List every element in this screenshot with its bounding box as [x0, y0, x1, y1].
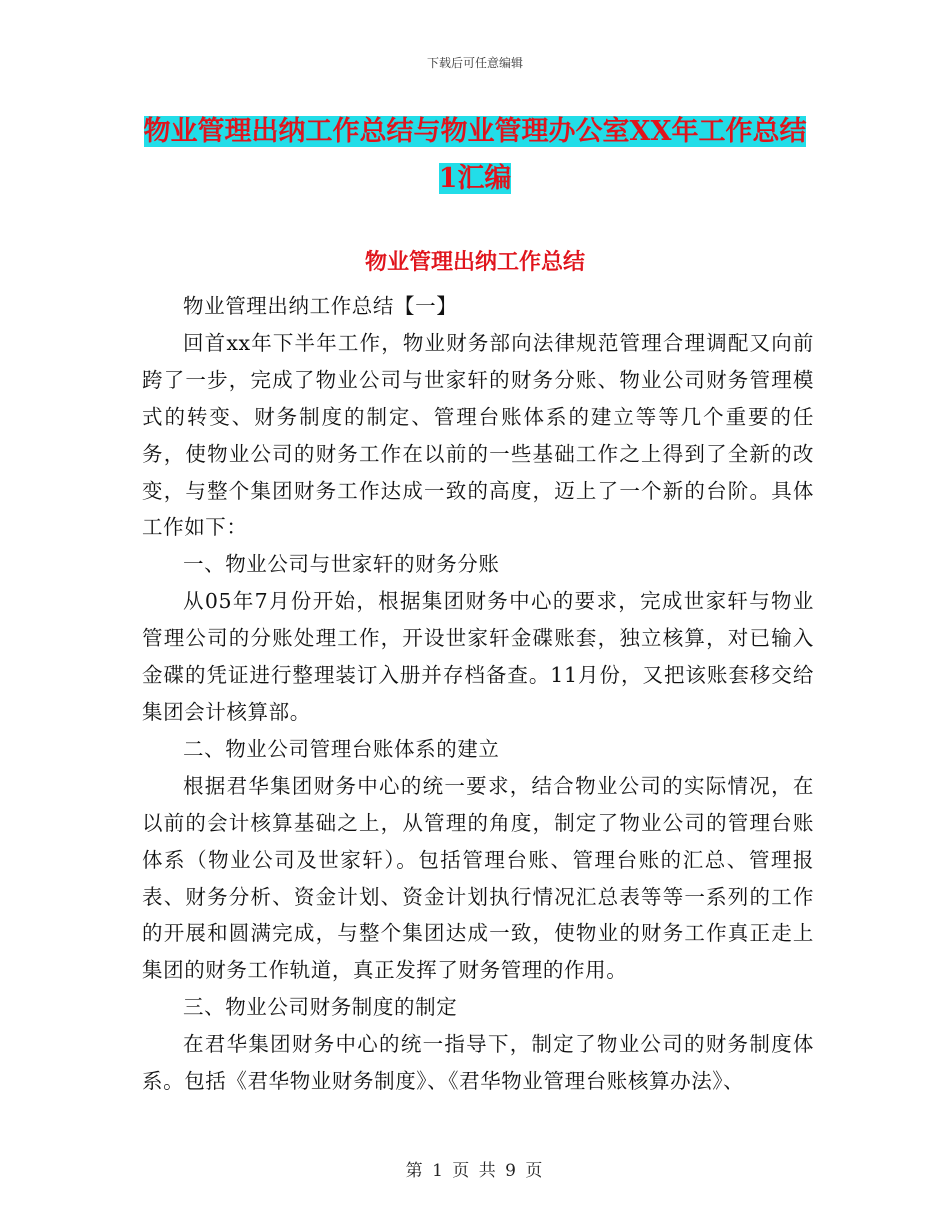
paragraph: 回首xx年下半年工作，物业财务部向法律规范管理合理调配又向前跨了一步，完成了物业公司与世家轩的财务分账、物业公司财务管理模式的转变、财务制度的制定、管理台账体系的建立等等几个重要的任务，使物业公司的财务工作在以前的一些基础工作之上得到了全新的改变，与整个集团财务工作达成一致的高度，迈上了一个新的台阶。具体工作如下： [142, 330, 814, 540]
paragraph: 根据君华集团财务中心的统一要求，结合物业公司的实际情况，在以前的会计核算基础之上，从管理的角度，制定了物业公司的管理台账体系（物业公司及世家轩）。包括管理台账、管理台账的汇总、管理报表、财务分析、资金计划、资金计划执行情况汇总表等等一系列的工作的开展和圆满完成，与整个集团达成一致，使物业的财务工作真正走上集团的财务工作轨道，真正发挥了财务管理的作用。 [142, 773, 814, 983]
paragraph-subheading: 一、物业公司与世家轩的财务分账 [183, 552, 500, 577]
paragraph-subheading: 二、物业公司管理台账体系的建立 [183, 736, 500, 761]
paragraph-subheading: 三、物业公司财务制度的制定 [183, 995, 458, 1020]
paragraph: 从05年7月份开始，根据集团财务中心的要求，完成世家轩与物业管理公司的分账处理工作，开设世家轩金碟账套，独立核算，对已输入金碟的凭证进行整理装订入册并存档备查。11月份，又把该账套移交给集团会计核算部。 [142, 589, 814, 724]
header-note: 下载后可任意编辑 [426, 56, 523, 70]
paragraph: 在君华集团财务中心的统一指导下，制定了物业公司的财务制度体系。包括《君华物业财务制度》、《君华物业管理台账核算办法》、 [142, 1032, 814, 1094]
document-title [140, 108, 810, 202]
paragraph-subheading: 物业管理出纳工作总结【一】 [183, 294, 458, 318]
page-number-footer: 第 1 页 共 9 页 [405, 1161, 545, 1181]
body-text [142, 288, 814, 1100]
section-title: 物业管理出纳工作总结 [364, 249, 585, 275]
document-title-text: 物业管理出纳工作总结与物业管理办公室XX年工作总结1汇编 [143, 116, 807, 194]
